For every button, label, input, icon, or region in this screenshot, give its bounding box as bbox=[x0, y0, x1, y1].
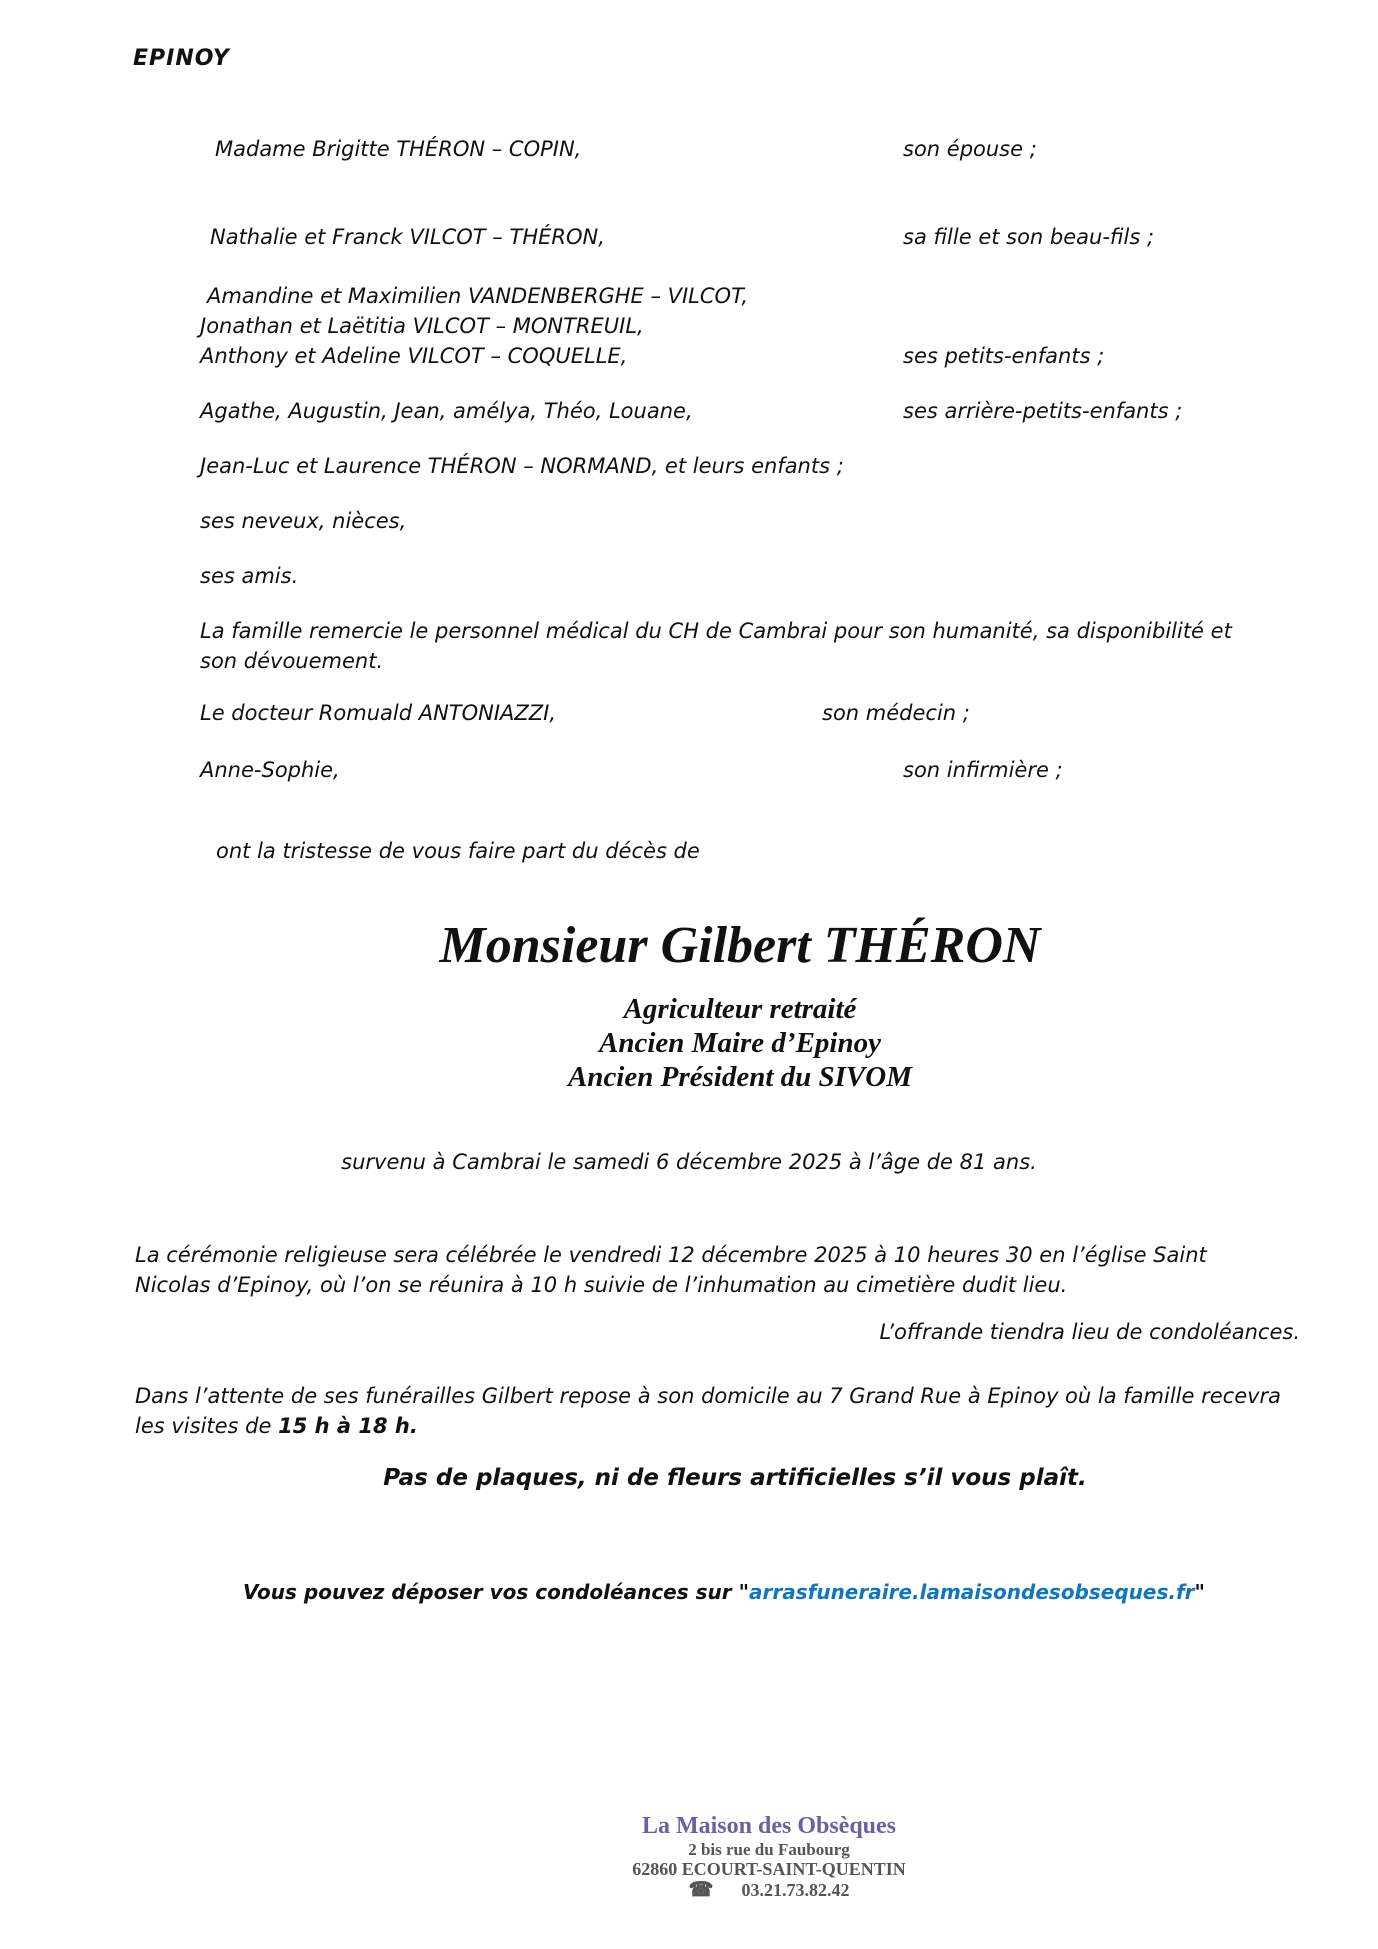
family-name: ses amis. bbox=[200, 564, 299, 588]
family-relation: ses arrière-petits-enfants ; bbox=[903, 399, 1183, 423]
condolences-line bbox=[70, 1580, 1378, 1604]
family-relation: sa fille et son beau-fils ; bbox=[903, 225, 1155, 249]
funeral-home-phone-line bbox=[160, 1879, 1378, 1901]
family-name: Amandine et Maximilien VANDENBERGHE – VILCOT, bbox=[207, 284, 749, 308]
doctor-relation: son médecin ; bbox=[822, 701, 970, 725]
deceased-subtitle-president: Ancien Président du SIVOM bbox=[567, 1061, 913, 1093]
deceased-subtitle-occupation: Agriculteur retraité bbox=[623, 993, 857, 1025]
deceased-subtitle-mayor: Ancien Maire d’Epinoy bbox=[599, 1027, 881, 1059]
death-date-line: survenu à Cambrai le samedi 6 décembre 2025 à l’âge de 81 ans. bbox=[341, 1150, 1037, 1174]
doctor-name: Le docteur Romuald ANTONIAZZI, bbox=[200, 701, 557, 725]
ceremony-paragraph: La cérémonie religieuse sera célébrée le vendredi 12 décembre 2025 à 10 heures 30 en l’église Saint Nicolas d’Epinoy, où l’on se réunira à 10 h suivie de l’inhumation au cimetière dudit lieu. bbox=[135, 1243, 1207, 1297]
phone-number: 03.21.73.82.42 bbox=[741, 1880, 850, 1900]
condolences-suffix: " bbox=[1194, 1580, 1205, 1604]
funeral-home-name: La Maison des Obsèques bbox=[641, 1813, 897, 1839]
phone-icon: ☎ bbox=[688, 1879, 714, 1901]
nurse-relation: son infirmière ; bbox=[903, 758, 1063, 782]
family-name: Jonathan et Laëtitia VILCOT – MONTREUIL, bbox=[200, 314, 644, 338]
visits-text: Dans l’attente de ses funérailles Gilbert repose à son domicile au 7 Grand Rue à Epinoy où la famille recevra les visites de bbox=[135, 1384, 1282, 1438]
family-name: Anthony et Adeline VILCOT – COQUELLE, bbox=[200, 344, 628, 368]
funeral-home-footer bbox=[160, 1812, 1378, 1901]
offering-line: L’offrande tiendra lieu de condoléances. bbox=[879, 1320, 1300, 1344]
visits-hours: 15 h à 18 h. bbox=[278, 1414, 418, 1438]
family-name: Nathalie et Franck VILCOT – THÉRON, bbox=[210, 225, 605, 249]
commune-header: EPINOY bbox=[133, 46, 230, 71]
thanks-paragraph: La famille remercie le personnel médical du CH de Cambrai pour son humanité, sa disponibilité et son dévouement. bbox=[200, 619, 1232, 673]
condolences-link[interactable]: arrasfuneraire.lamaisondesobseques.fr bbox=[749, 1580, 1195, 1604]
family-relation: ses petits-enfants ; bbox=[903, 344, 1105, 368]
deceased-name-title: Monsieur Gilbert THÉRON bbox=[439, 917, 1041, 974]
family-name: Agathe, Augustin, Jean, amélya, Théo, Louane, bbox=[200, 399, 693, 423]
visits-paragraph bbox=[135, 1381, 1303, 1441]
family-relation: son épouse ; bbox=[903, 137, 1037, 161]
announcement-intro: ont la tristesse de vous faire part du décès de bbox=[216, 839, 700, 863]
funeral-home-street: 2 bis rue du Faubourg bbox=[688, 1840, 850, 1859]
family-name: Jean-Luc et Laurence THÉRON – NORMAND, et leurs enfants ; bbox=[200, 454, 844, 478]
family-name: ses neveux, nièces, bbox=[200, 509, 407, 533]
family-name: Madame Brigitte THÉRON – COPIN, bbox=[215, 137, 582, 161]
no-flowers-line: Pas de plaques, ni de fleurs artificielles s’il vous plaît. bbox=[383, 1465, 1087, 1491]
nurse-name: Anne-Sophie, bbox=[200, 758, 340, 782]
funeral-home-city: 62860 ECOURT-SAINT-QUENTIN bbox=[632, 1859, 906, 1879]
condolences-prefix: Vous pouvez déposer vos condoléances sur " bbox=[243, 1580, 749, 1604]
